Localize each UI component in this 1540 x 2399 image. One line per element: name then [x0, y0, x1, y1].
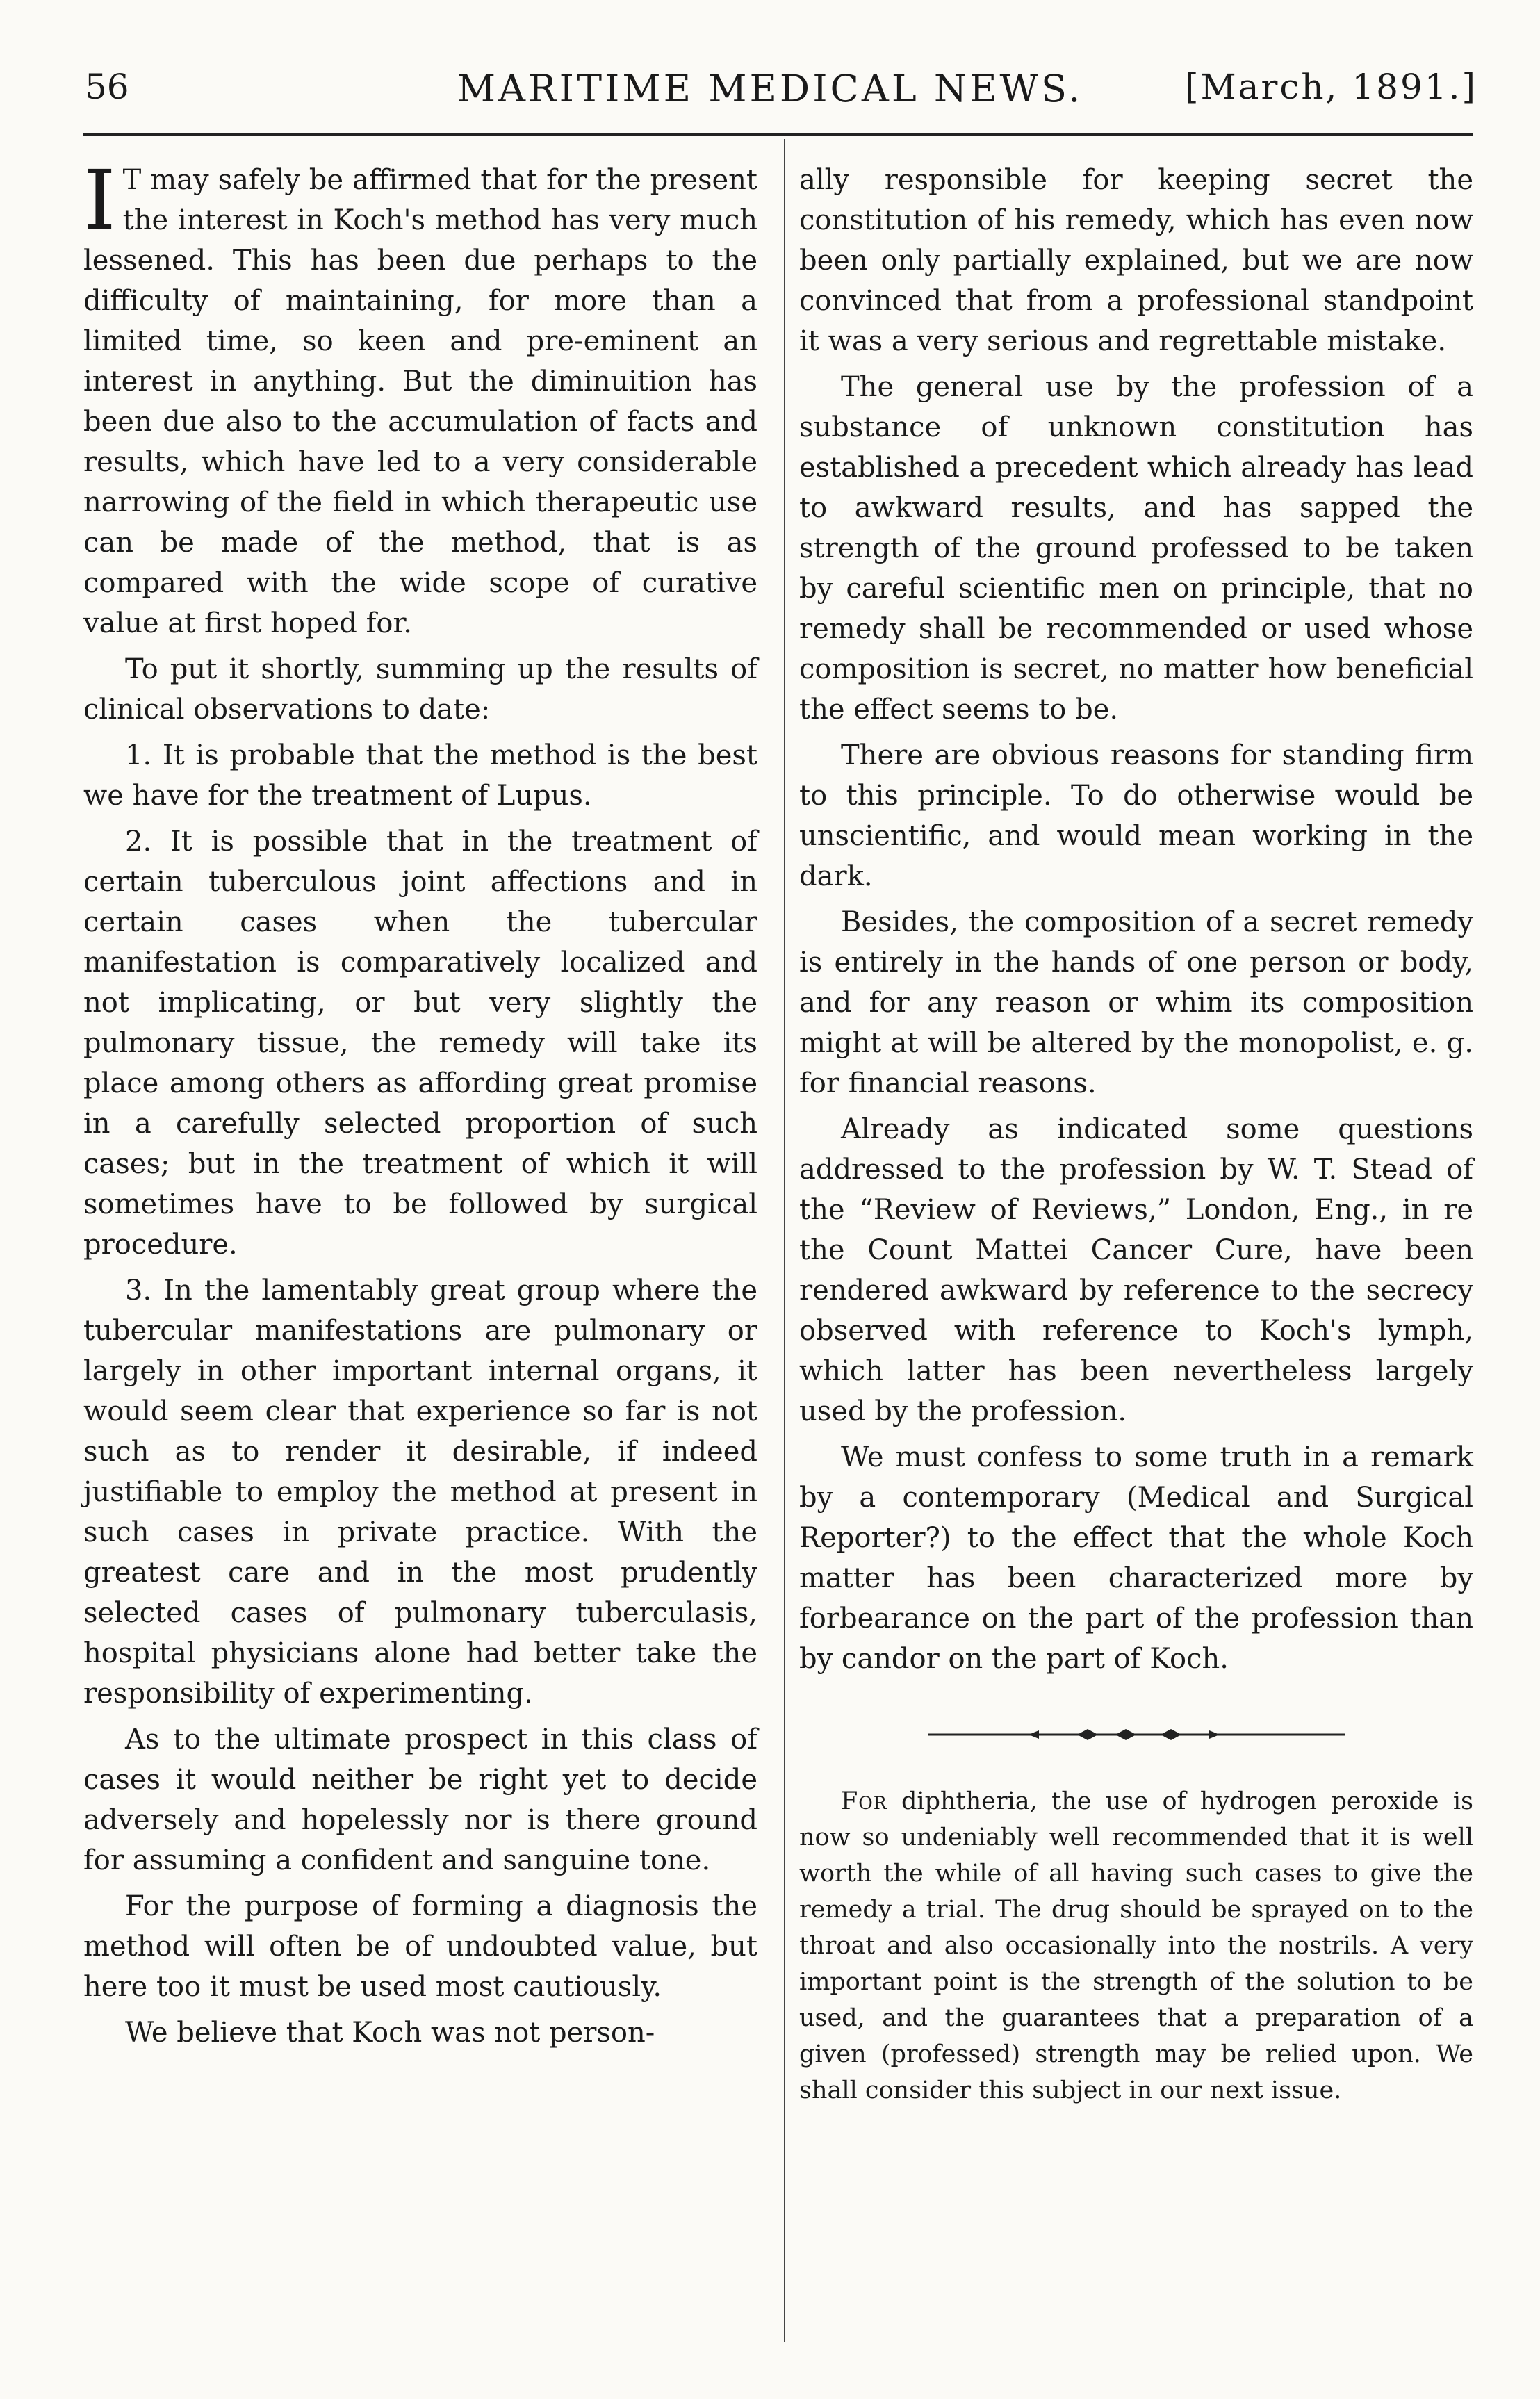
drop-cap: I	[83, 152, 116, 248]
list-item: 2. It is possible that in the treatment of certain tuberculous joint affections and in certain cases when the tubercular manifestation is comparatively localized and not implicating, or but very slightly the pulmonary tissue, the remedy will take its place among others as affording great promise in a carefully selected proportion of such cases; but in the treatment of which it will sometimes have to be followed by surgical procedure.	[83, 826, 757, 1261]
page-header	[0, 67, 1540, 122]
article-paragraph: As to the ultimate prospect in this class of cases it would neither be right yet to decide adversely and hopelessly nor is there ground for assuming a confident and sanguine tone.	[83, 1723, 757, 1876]
article-paragraph: There are obvious reasons for standing firm to this principle. To do otherwise would be unscientific, and would mean working in the dark.	[799, 739, 1473, 892]
article-paragraph: To put it shortly, summing up the results of clinical observations to date:	[83, 653, 757, 726]
journal-title: MARITIME MEDICAL NEWS.	[457, 67, 1083, 110]
article-paragraph: Already as indicated some questions addressed to the profession by W. T. Stead of the “Review of Reviews,” London, Eng., in re the Count Mattei Cancer Cure, have been rendered awkward by reference to the secrecy observed with reference to Koch's lymph, which latter has been nevertheless largely used by the profession.	[799, 1113, 1473, 1427]
article-paragraph: Besides, the composition of a secret remedy is entirely in the hands of one person or body, and for any reason or whim its composition might at will be altered by the monopolist, e. g. for financial reasons.	[799, 906, 1473, 1099]
article-paragraph: We must confess to some truth in a remark by a contemporary (Medical and Surgical Reporter?) to the effect that the whole Koch matter has been characterized more by forbearance on the part of the profession than by candor on the part of Koch.	[799, 1441, 1473, 1675]
header-rule	[83, 133, 1473, 136]
column-divider	[784, 139, 785, 2342]
list-item: 3. In the lamentably great group where the tubercular manifestations are pulmonary or largely in other important internal organs, it would seem clear that experience so far is not such as to render it desirable, if indeed justifiable to employ the method at present in such cases in private practice. With the greatest care and in the most prudently selected cases of pulmonary tuberculasis, hospital physicians alone had better take the responsibility of experimenting.	[83, 1275, 757, 1710]
left-column	[83, 152, 757, 2058]
article-paragraph: We believe that Koch was not person-	[125, 2017, 655, 2049]
diphtheria-note: For diphtheria, the use of hydrogen peroxide is now so undeniably well recommended that it is well worth the while of all having such cases to give the remedy a trial. The drug should be sprayed on to the throat and also occasionally into the nostrils. A very important point is the strength of the solution to be used, and the guarantees that a preparation of a given (professed) strength may be relied upon. We shall consider this subject in our next issue.	[799, 1787, 1473, 2104]
section-ornament	[799, 1714, 1473, 1755]
page-number: 56	[85, 67, 129, 107]
article-paragraph: I T may safely be affirmed that for the present the interest in Koch's method has very much lessened. This has been due perhaps to the difficulty of maintaining, for more than a limited time, so keen and pre-eminent an interest in anything. But the diminuition has been due also to the accumulation of facts and results, which have led to a very considerable narrowing of the field in which therapeutic use can be made of the method, that is as compared with the wide scope of curative value at first hoped for.	[83, 152, 757, 639]
article-paragraph: ally responsible for keeping secret the constitution of his remedy, which has even now been only partially explained, but we are now convinced that from a professional standpoint it was a very serious and regrettable mistake.	[799, 164, 1473, 357]
list-item: 1. It is probable that the method is the best we have for the treatment of Lupus.	[83, 739, 757, 812]
issue-date: [March, 1891.]	[1184, 67, 1477, 107]
right-column	[799, 160, 1473, 2109]
article-paragraph: The general use by the profession of a substance of unknown constitution has established a precedent which already has lead to awkward results, and has sapped the strength of the ground professed to be taken by careful scientific men on principle, that no remedy shall be recommended or used whose composition is secret, no matter how beneficial the effect seems to be.	[799, 371, 1473, 726]
article-paragraph: For the purpose of forming a diagnosis the method will often be of undoubted value, but here too it must be used most cautiously.	[83, 1890, 757, 2003]
